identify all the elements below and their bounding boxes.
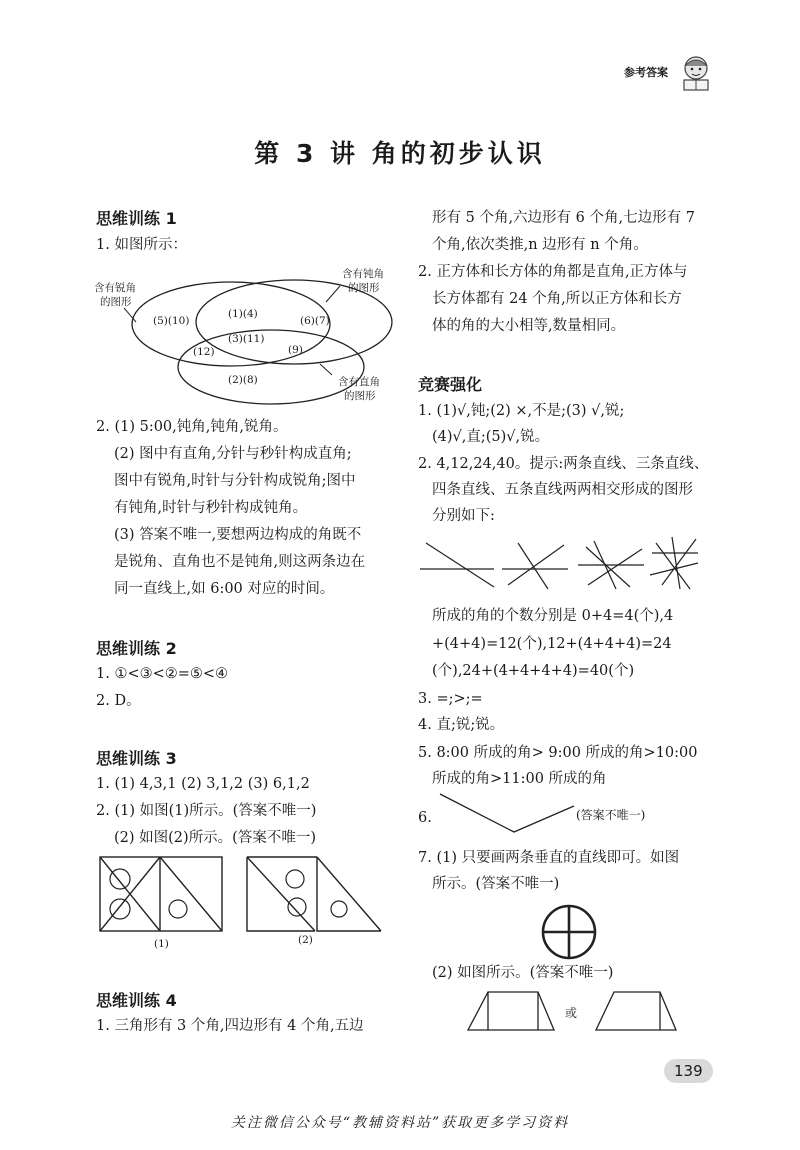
comp-q2-line-3: 分别如下: [432,508,495,524]
venn-region-obtuse-only: (6)(7) [300,315,330,327]
figure-1 [98,855,228,935]
s2-q2-text: 2. D。 [96,693,141,709]
venn-region-all: (3)(11) [228,333,265,345]
s1-q2-line-3: 图中有锐角,时针与分针构成锐角;图中 [114,473,356,489]
figure-2 [245,855,385,935]
venn-region-acute-obtuse: (1)(4) [228,308,258,320]
s1-q1-text: 1. 如图所示： [96,237,187,253]
girl-reading-icon [676,52,716,94]
venn-obtuse-label-2: 的图形 [348,282,380,294]
s3-q2b-text: (2) 如图(2)所示。(答案不唯一) [114,830,317,846]
comp-q4-text: 4. 直;锐;锐。 [418,717,505,733]
or-label: 或 [565,1006,578,1020]
obtuse-angle-figure [438,792,578,837]
venn-region-acute-only: (5)(10) [153,315,190,327]
s3-q1-text: 1. (1) 4,3,1 (2) 3,1,2 (3) 6,1,2 [96,776,310,792]
figure-1-caption: (1) [154,938,169,950]
comp-q2-after-2: +(4+4)=12(个),12+(4+4+4)=24 [432,636,672,652]
comp-q1-line-1: 1. (1)√,钝;(2) ×,不是;(3) √,锐; [418,403,625,419]
competition-heading: 竞赛强化 [418,375,483,394]
comp-q1-line-2: (4)√,直;(5)√,锐。 [432,429,550,445]
intersecting-lines-figures [418,535,700,590]
obtuse-pointer [326,286,340,302]
trapezoid-figure-1 [466,990,556,1034]
venn-region-obtuse-right: (9) [288,344,303,356]
s2-q1-text: 1. ①<③<②=⑤<④ [96,666,229,682]
answer-key-label: 参考答案 [624,66,668,79]
comp-q5-line-1: 5. 8:00 所成的角> 9:00 所成的角>10:00 [418,745,698,761]
venn-region-right-only: (2)(8) [228,374,258,386]
venn-acute-label-1: 含有锐角 [94,282,136,294]
venn-obtuse-label-1: 含有钝角 [342,268,384,280]
right-ellipse [178,330,364,404]
cont-line-2: 个角,依次类推,n 边形有 n 个角。 [432,237,648,253]
s4-q1-text: 1. 三角形有 3 个角,四边形有 4 个角,五边 [96,1018,364,1034]
venn-right-label-2: 的图形 [344,390,376,402]
comp-q7-line-2: 所示。(答案不唯一) [432,876,560,892]
s3-q2a-text: 2. (1) 如图(1)所示。(答案不唯一) [96,803,317,819]
comp-q5-line-2: 所成的角>11:00 所成的角 [432,771,607,787]
comp-q3-text: 3. =;>;= [418,691,483,707]
s1-q2-line-2: (2) 图中有直角,分针与秒针构成直角; [114,446,352,462]
comp-q7-line-1: 7. (1) 只要画两条垂直的直线即可。如图 [418,850,680,866]
footer-note: 关注微信公众号“教辅资料站”获取更多学习资料 [230,1115,570,1131]
right-pointer [320,364,332,375]
venn-right-label-1: 含有直角 [338,376,380,388]
cont-line-3: 2. 正方体和长方体的角都是直角,正方体与 [418,264,688,280]
comp-q2-line-2: 四条直线、五条直线两两相交形成的图形 [432,482,693,498]
s1-q2-line-6: 是锐角、直角也不是钝角,则这两条边在 [114,554,366,570]
s1-q2-line-4: 有钝角,时针与秒针构成钝角。 [114,500,308,516]
figure-2-caption: (2) [298,934,313,946]
comp-q6-note: (答案不唯一) [576,808,646,822]
cont-line-4: 长方体都有 24 个角,所以正方体和长方 [432,291,682,307]
venn-region-acute-right: (12) [193,346,215,358]
cont-line-5: 体的角的大小相等,数量相同。 [432,318,626,334]
page-title: 第 3 讲 角的初步认识 [254,139,546,168]
venn-acute-label-2: 的图形 [100,296,132,308]
cont-line-1: 形有 5 个角,六边形有 6 个角,七边形有 7 [432,210,695,226]
page-number: 139 [664,1059,713,1083]
s1-q2-line-5: (3) 答案不唯一,要想两边构成的角既不 [114,527,362,543]
circle-cross-figure [538,902,602,962]
comp-q6-number: 6. [418,810,432,826]
comp-q2-line-1: 2. 4,12,24,40。提示:两条直线、三条直线、 [418,456,709,472]
s1-q2-line-7: 同一直线上,如 6:00 对应的时间。 [114,581,335,597]
comp-q2-after-1: 所成的角的个数分别是 0+4=4(个),4 [432,608,674,624]
comp-q7b-text: (2) 如图所示。(答案不唯一) [432,965,614,981]
section-heading-2: 思维训练 2 [96,639,177,658]
section-heading-4: 思维训练 4 [96,991,177,1010]
s1-q2-line-1: 2. (1) 5:00,钝角,钝角,锐角。 [96,419,288,435]
trapezoid-figure-2 [594,990,680,1034]
comp-q2-after-3: (个),24+(4+4+4+4)=40(个) [432,663,635,679]
section-heading-1: 思维训练 1 [96,209,177,228]
section-heading-3: 思维训练 3 [96,749,177,768]
